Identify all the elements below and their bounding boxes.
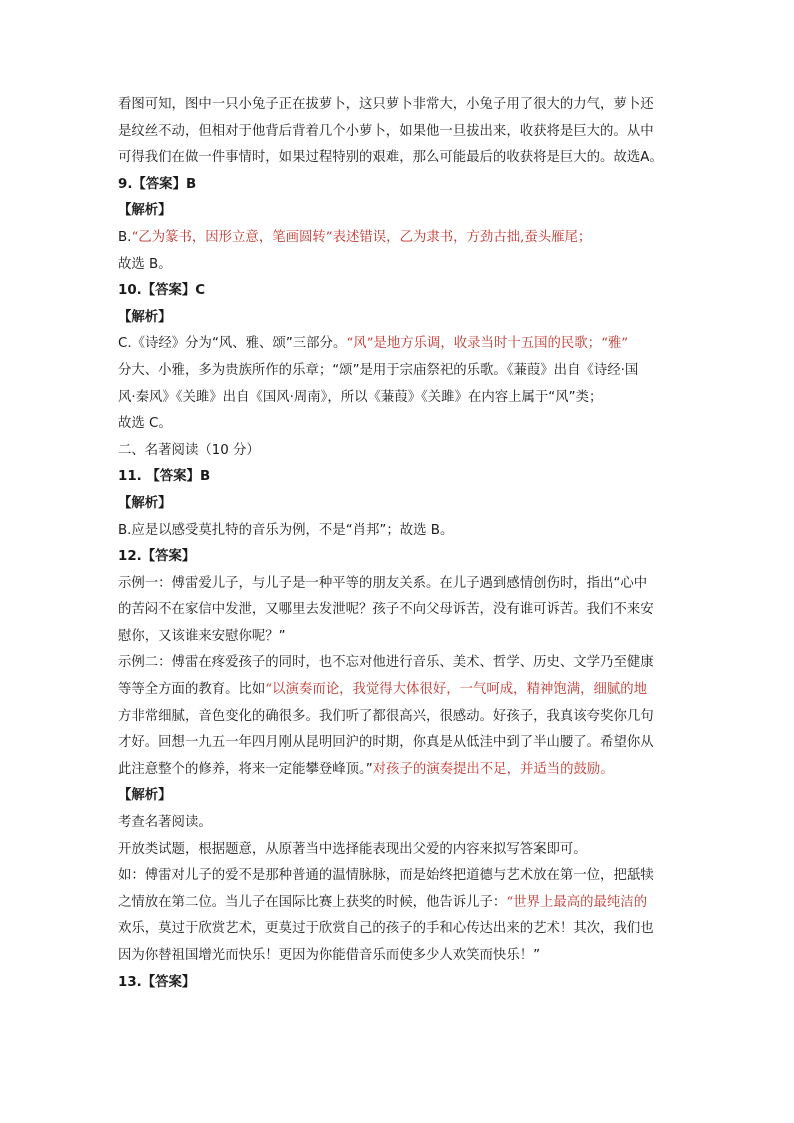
q11-analysis: B.应是以感受莫扎特的音乐为例，不是“肖邦”；故选 B。	[118, 522, 454, 538]
q8-analysis-line: 是纹丝不动，但相对于他背后背着几个小萝卜，如果他一旦拔出来，收获将是巨大的。从中	[118, 123, 654, 139]
q10-answer: 10.【答案】C	[118, 283, 206, 299]
q10-analysis-label: 【解析】	[118, 309, 172, 325]
q11-analysis-label: 【解析】	[118, 495, 172, 511]
q12-answer: 12.【答案】	[118, 549, 196, 565]
q10-analysis-text: C.《诗经》分为“风、雅、颂”三部分。	[118, 336, 347, 352]
q12-analysis-line: 因为你替祖国增光而快乐！更因为你能借音乐而使多少人欢笑而快乐！”	[118, 948, 541, 963]
q12-analysis-red: “世界上最高的最纯洁的	[506, 894, 648, 910]
q10-analysis-red: “风”是地方乐调，收录当时十五国的民歌；“雅”	[346, 336, 629, 352]
q9-analysis	[118, 225, 678, 252]
q12-example-line	[118, 757, 678, 784]
q12-example-text: 此注意整个的修养，将来一定能攀登峰顶。”	[118, 761, 373, 777]
q13-answer: 13.【答案】	[118, 974, 196, 990]
q12-example-text: 等等全方面的教育。比如	[118, 682, 266, 698]
q12-example-line: 的苦闷不在家信中发泄，又哪里去发泄呢？孩子不向父母诉苦，没有谁可诉苦。我们不来安	[118, 602, 654, 618]
q12-analysis-line	[118, 890, 678, 917]
q10-analysis-line	[118, 331, 678, 358]
q12-example-line: 才好。回想一九五一年四月刚从昆明回沪的时期，你真是从低洼中到了半山腰了。希望你从	[118, 735, 654, 751]
q9-analysis-red: “乙为篆书，因形立意，笔画圆转”表述错误，乙为隶书，方劲古拙,蚕头雁尾；	[131, 229, 592, 245]
q9-conclusion: 故选 B。	[118, 256, 172, 272]
q12-example-red: “以演奏而论，我觉得大体很好，一气呵成，精神饱满，细腻的地	[265, 682, 648, 698]
q12-analysis-line: 考查名著阅读。	[118, 815, 212, 831]
q12-example-line	[118, 677, 678, 704]
q12-example-line: 方非常细腻，音色变化的确很多。我们听了都很高兴，很感动。好孩子，我真该夸奖你几句	[118, 708, 654, 724]
q12-example-line: 示例一：傅雷爱儿子，与儿子是一种平等的朋友关系。在儿子遇到感情创伤时，指出“心中	[118, 575, 648, 591]
q10-conclusion: 故选 C。	[118, 416, 172, 432]
q12-analysis-text: 之情放在第二位。当儿子在国际比赛上获奖的时候，他告诉儿子：	[118, 894, 507, 910]
q12-example-line: 慰你，又该谁来安慰你呢？”	[118, 628, 286, 644]
q8-analysis-line: 看图可知，图中一只小兔子正在拔萝卜，这只萝卜非常大，小兔子用了很大的力气，萝卜还	[118, 97, 654, 112]
q12-analysis-line: 欢乐，莫过于欣赏艺术，更莫过于欣赏自己的孩子的手和心传达出来的艺术！其次，我们也	[118, 921, 654, 937]
q12-analysis-label: 【解析】	[118, 788, 172, 804]
q8-analysis-line: 可得我们在做一件事情时，如果过程特别的艰难，那么可能最后的收获将是巨大的。故选A。	[118, 150, 663, 166]
section-title: 二、名著阅读（10 分）	[118, 442, 260, 458]
q12-example-line: 示例二：傅雷在疼爱孩子的同时，也不忘对他进行音乐、美术、哲学、历史、文学乃至健康	[118, 655, 654, 671]
q9-analysis-prefix: B.	[118, 229, 132, 245]
q10-analysis-line: 分大、小雅，多为贵族所作的乐章；“颂”是用于宗庙祭祀的乐歌。《蒹葭》出自《诗经·国	[118, 362, 639, 378]
q12-example-red: 对孩子的演奏提出不足，并适当的鼓励。	[372, 761, 614, 777]
document-page	[118, 92, 678, 996]
q9-analysis-label: 【解析】	[118, 203, 172, 219]
q12-analysis-line: 如：傅雷对儿子的爱不是那种普通的温情脉脉，而是始终把道德与艺术放在第一位，把舐犊	[118, 868, 654, 884]
q10-analysis-line: 风·秦风》《关雎》出自《国风·周南》，所以《蒹葭》《关雎》在内容上属于“风”类；	[118, 389, 603, 405]
q12-analysis-line: 开放类试题，根据题意，从原著当中选择能表现出父爱的内容来拟写答案即可。	[118, 841, 587, 857]
q9-answer: 9.【答案】B	[118, 176, 197, 192]
q11-answer: 11. 【答案】B	[118, 469, 211, 485]
